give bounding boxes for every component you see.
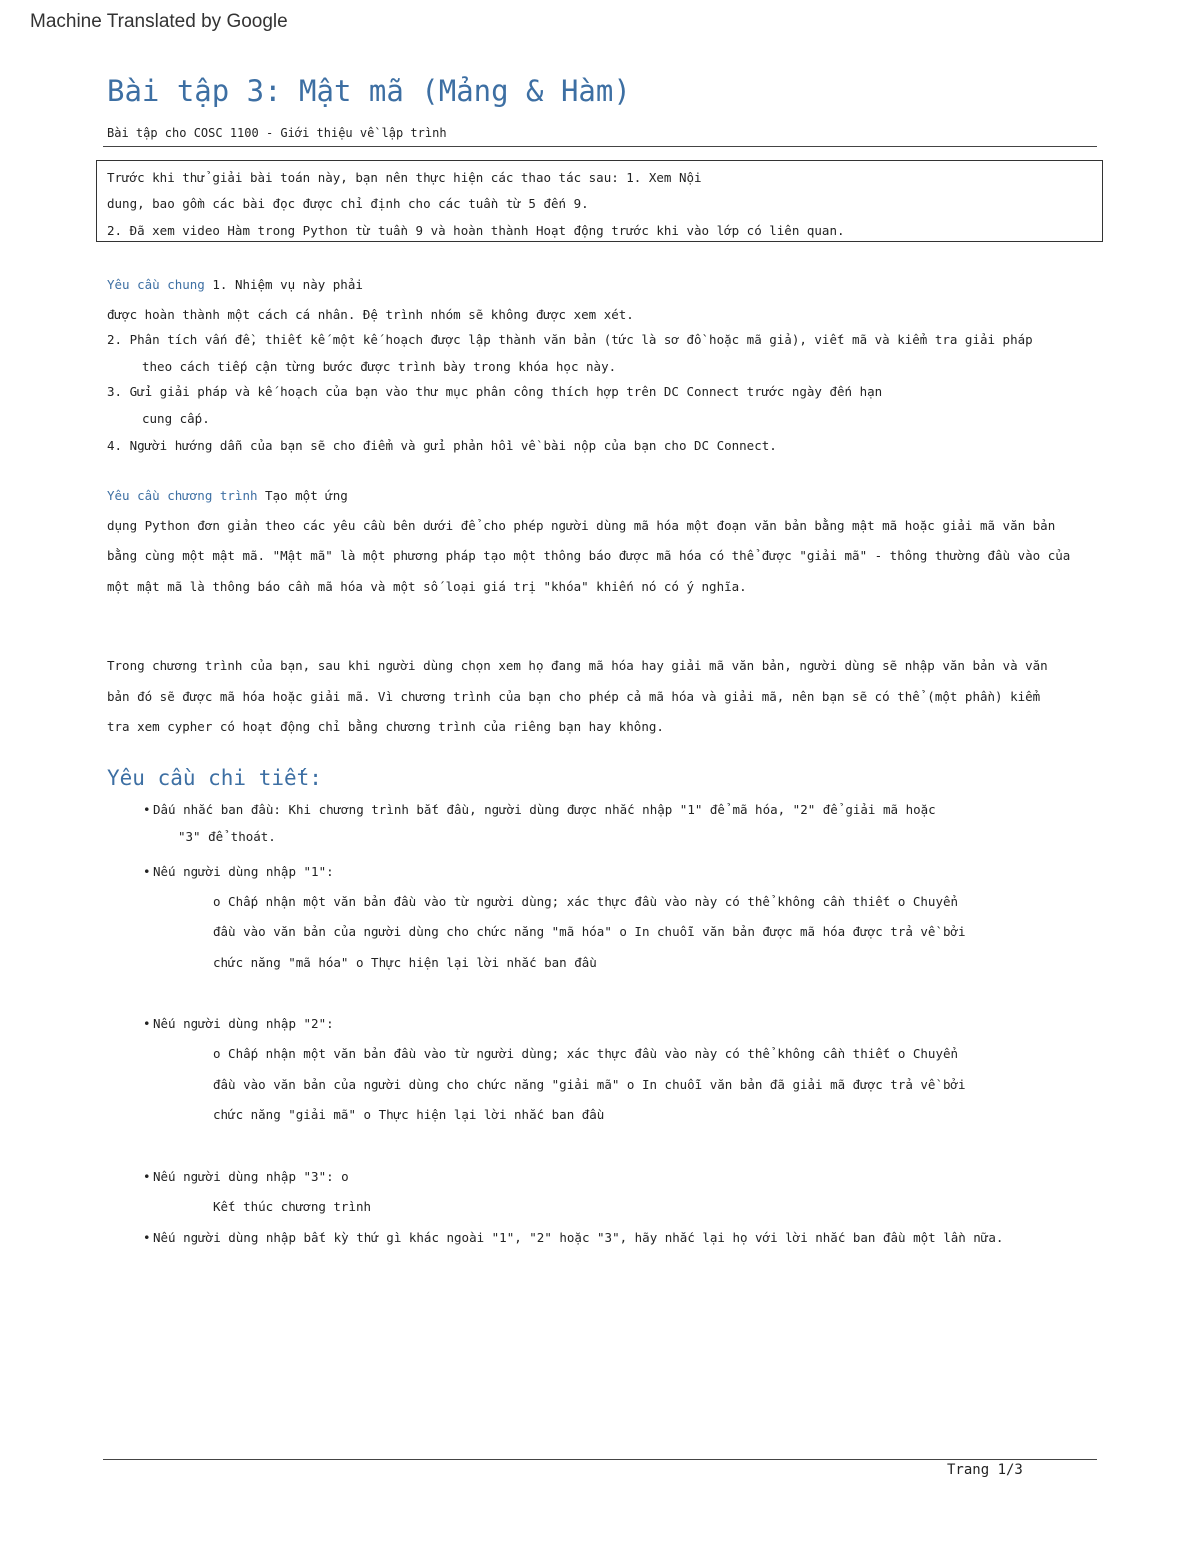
program-text: Tạo một ứng: [257, 488, 348, 503]
program-text: dụng Python đơn giản theo các yêu cầu bên dưới để cho phép người dùng mã hóa một đoạn văn bản bằng mật mã hoặc giải mã văn bản: [107, 518, 1056, 533]
general-item-2: 2. Phân tích vấn đề, thiết kế một kế hoạch được lập thành văn bản (tức là sơ đồ hoặc mã giả), viết mã và kiểm tra giải pháp: [107, 332, 1033, 347]
list-item-cont: "3" để thoát.: [178, 829, 276, 844]
machine-translated-banner: Machine Translated by Google: [30, 11, 288, 32]
sub-item: chức năng "giải mã" o Thực hiện lại lời nhắc ban đầu: [213, 1107, 605, 1122]
page-title: Bài tập 3: Mật mã (Mảng & Hàm): [107, 74, 631, 108]
prereq-line: Trước khi thử giải bài toán này, bạn nên thực hiện các thao tác sau: 1. Xem Nội: [107, 170, 702, 185]
general-item-3-cont: cung cấp.: [142, 411, 210, 426]
page-number: Trang 1/3: [947, 1462, 1023, 1478]
general-item-1: 1. Nhiệm vụ này phải: [204, 277, 363, 292]
sub-item: o Chấp nhận một văn bản đầu vào từ người dùng; xác thực đầu vào này có thể không cần thiết o Chuyển: [213, 894, 959, 909]
bullet-icon: •: [143, 802, 151, 817]
program-paragraph-2: bản đó sẽ được mã hóa hoặc giải mã. Vì chương trình của bạn cho phép cả mã hóa và giải mã, nên bạn sẽ có thể (một phần) kiểm: [107, 689, 1041, 704]
list-item: • Nếu người dùng nhập "2":: [143, 1016, 334, 1031]
sub-item: đầu vào văn bản của người dùng cho chức năng "mã hóa" o In chuỗi văn bản được mã hóa được trả về bởi: [213, 924, 966, 939]
general-requirements-line: [107, 277, 363, 292]
general-item-3: 3. Gửi giải pháp và kế hoạch của bạn vào thư mục phân công thích hợp trên DC Connect trước ngày đến hạn: [107, 384, 883, 399]
list-item: • Dấu nhắc ban đầu: Khi chương trình bắt đầu, người dùng được nhắc nhập "1" để mã hóa, "2" để giải mã hoặc: [143, 802, 936, 817]
bullet-icon: •: [143, 1169, 151, 1184]
sub-item: đầu vào văn bản của người dùng cho chức năng "giải mã" o In chuỗi văn bản đã giải mã được trả về bởi: [213, 1077, 966, 1092]
program-requirements-line: [107, 488, 348, 503]
general-item-4: 4. Người hướng dẫn của bạn sẽ cho điểm và gửi phản hồi về bài nộp của bạn cho DC Connect.: [107, 438, 777, 453]
page-subtitle: Bài tập cho COSC 1100 - Giới thiệu về lập trình: [107, 126, 447, 140]
sub-item: chức năng "mã hóa" o Thực hiện lại lời nhắc ban đầu: [213, 955, 597, 970]
bullet-icon: •: [143, 1230, 151, 1245]
sub-item: o Chấp nhận một văn bản đầu vào từ người dùng; xác thực đầu vào này có thể không cần thiết o Chuyển: [213, 1046, 959, 1061]
bullet-icon: •: [143, 1016, 151, 1031]
general-item-1-cont: được hoàn thành một cách cá nhân. Đệ trình nhóm sẽ không được xem xét.: [107, 307, 634, 322]
program-requirements-heading: Yêu cầu chương trình: [107, 488, 258, 503]
list-item: • Nếu người dùng nhập bất kỳ thứ gì khác ngoài "1", "2" hoặc "3", hãy nhắc lại họ với lời nhắc ban đầu một lần nữa.: [143, 1230, 1004, 1245]
prereq-line: 2. Đã xem video Hàm trong Python từ tuần 9 và hoàn thành Hoạt động trước khi vào lớp có liên quan.: [107, 223, 845, 238]
footer-rule: [103, 1459, 1097, 1460]
prereq-line: dung, bao gồm các bài đọc được chỉ định cho các tuần từ 5 đến 9.: [107, 196, 589, 211]
program-paragraph-2: Trong chương trình của bạn, sau khi người dùng chọn xem họ đang mã hóa hay giải mã văn bản, người dùng sẽ nhập văn bản và văn: [107, 658, 1048, 673]
detailed-requirements-heading: Yêu cầu chi tiết:: [107, 766, 322, 790]
program-text: một mật mã là thông báo cần mã hóa và một số loại giá trị "khóa" khiến nó có ý nghĩa.: [107, 579, 747, 594]
bullet-icon: •: [143, 864, 151, 879]
general-item-2-cont: theo cách tiếp cận từng bước được trình bày trong khóa học này.: [142, 359, 617, 374]
list-item: • Nếu người dùng nhập "3": o: [143, 1169, 349, 1184]
program-text: bằng cùng một mật mã. "Mật mã" là một phương pháp tạo một thông báo được mã hóa có thể được "giải mã" - thông thường đầu vào của: [107, 548, 1071, 563]
general-requirements-heading: Yêu cầu chung: [107, 277, 205, 292]
header-rule: [103, 146, 1097, 147]
sub-item: Kết thúc chương trình: [213, 1199, 372, 1214]
program-paragraph-2: tra xem cypher có hoạt động chỉ bằng chương trình của riêng bạn hay không.: [107, 719, 664, 734]
list-item: • Nếu người dùng nhập "1":: [143, 864, 334, 879]
